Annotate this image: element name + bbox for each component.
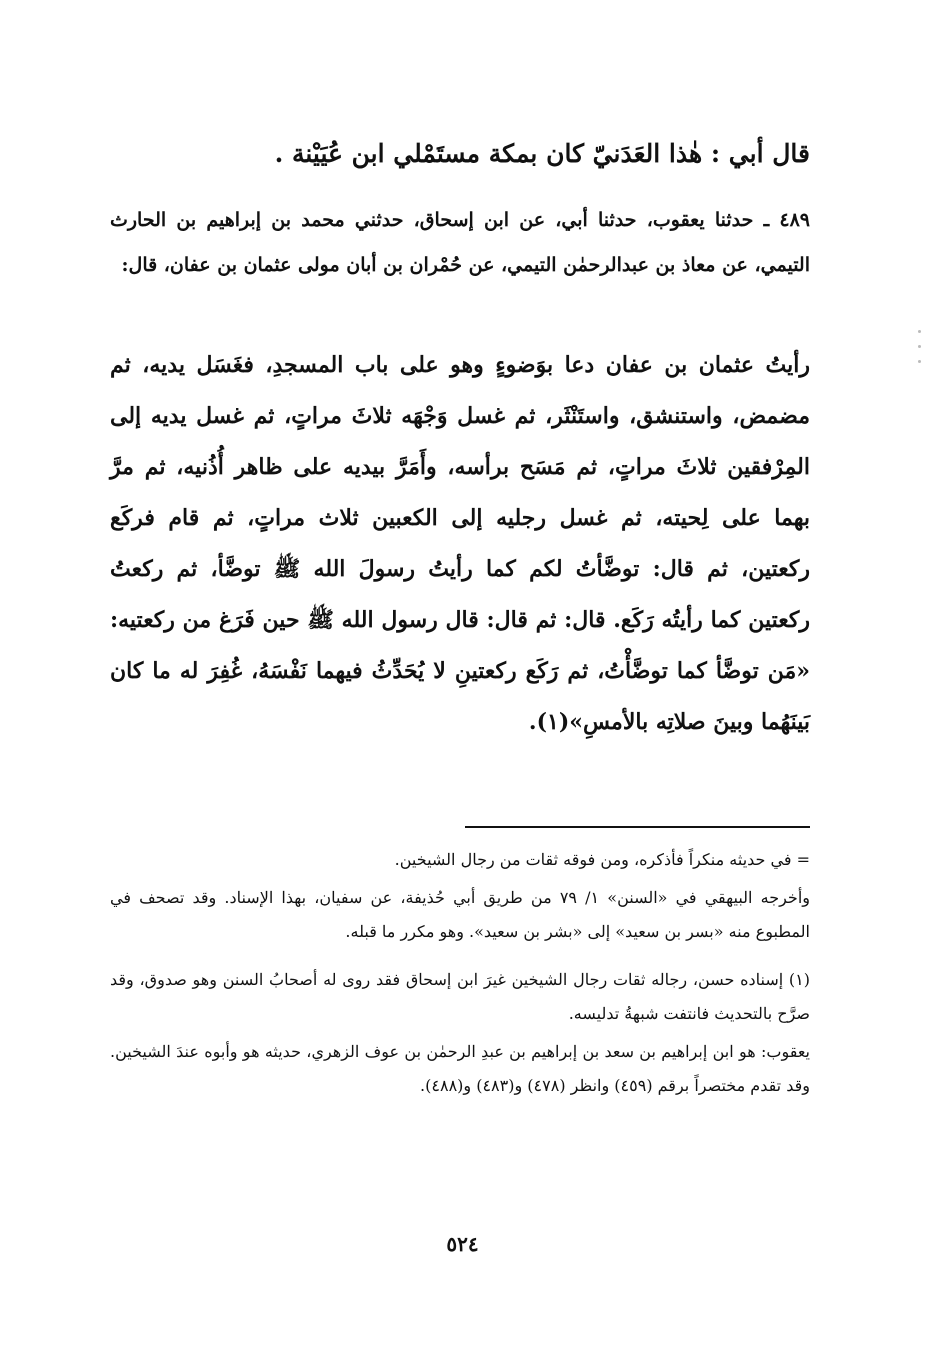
- footnote-continuation: = في حديثه منكراً فأذكره، ومن فوقه ثقات من رجال الشيخين.: [394, 850, 810, 869]
- footnotes-section: [110, 843, 810, 1103]
- footnote-separator: [465, 826, 810, 828]
- footnote-takhrij: وأخرجه البيهقي في «السنن» ١/ ٧٩ من طريق أبي حُذيفة، عن سفيان، بهذا الإسناد. وقد تصحف في المطبوع منه «بسر بن سعيد» إلى «بشر بن سعيد». وهو مكرر ما قبله.: [110, 888, 810, 941]
- chapter-heading: قال أبي : هٰذا العَدَنيّ كان بمكة مستَمْلي ابن عُيَيْنة .: [274, 139, 810, 168]
- footnote-1: (١) إسناده حسن، رجاله ثقات رجال الشيخين غيرَ ابن إسحاق فقد روى له أصحابُ السنن وهو صدوق، وقد صرَّح بالتحديث فانتفت شبهةُ تدليسه.: [110, 970, 810, 1023]
- hadith-isnad: ٤٨٩ ـ حدثنا يعقوب، حدثنا أبي، عن ابن إسحاق، حدثني محمد بن إبراهيم بن الحارث التيمي، عن معاذ بن عبدالرحمٰن التيمي، عن حُمْران بن أبان مولى عثمان بن عفان، قال:: [110, 209, 810, 276]
- page-number: ٥٢٤: [446, 1232, 479, 1256]
- scan-speck: [918, 330, 921, 333]
- scan-speck: [918, 360, 921, 363]
- scan-speck: [918, 345, 921, 348]
- footnote-yaqub: يعقوب: هو ابن إبراهيم بن سعد بن إبراهيم بن عبدِ الرحمٰن بن عوف الزهري، حديثه هو وأبوه عندَ الشيخين. وقد تقدم مختصراً برقم (٤٥٩) وانظر (٤٧٨) و(٤٨٣) و(٤٨٨).: [110, 1042, 810, 1095]
- hadith-matn: رأيتُ عثمان بن عفان دعا بوَضوءٍ وهو على باب المسجدِ، فغَسَل يديه، ثم مضمض، واستنشق، واستَنْثَر، ثم غسل وَجْهَه ثلاثَ مراتٍ، ثم غسل يديه إلى المِرْفقين ثلاثَ مراتٍ، ثم مَسَح برأسه، وأَمَرَّ بيديه على ظاهر أُذُنيه، ثم مرَّ بهما على لِحيته، ثم غسل رجليه إلى الكعبين ثلاث مراتٍ، ثم قام فركَع ركعتين، ثم قال: توضَّأتُ لكم كما رأيتُ رسولَ الله ﷺ توضَّأ، ثم ركعتُ ركعتين كما رأيتُه رَكَع. قال: ثم قال: قال رسول الله ﷺ حين فَرَغ من ركعتيه: «مَن توضَّأ كما توضَّأْتُ، ثم رَكَع ركعتينِ لا يُحَدِّثُ فيهما نَفْسَهُ، غُفِرَ له ما كان بَينَهُما وبينَ صلاتِه بالأمسِ»(١).: [110, 352, 810, 735]
